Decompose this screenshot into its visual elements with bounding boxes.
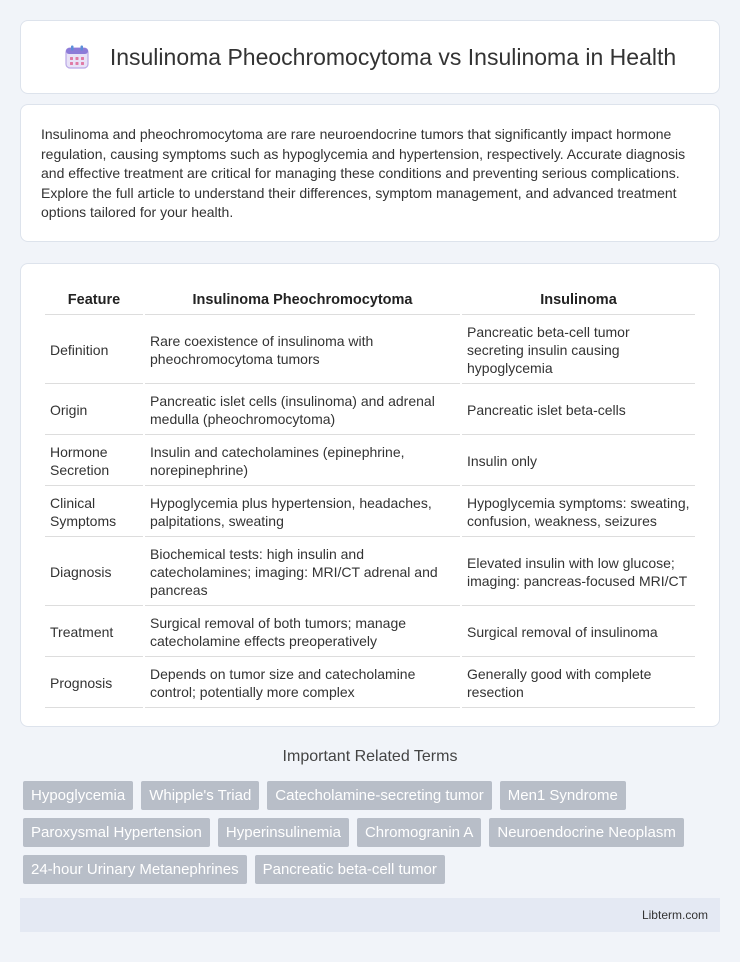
table-row bbox=[45, 608, 695, 657]
insulinoma-cell: Pancreatic beta-cell tumor secreting insulin causing hypoglycemia bbox=[462, 317, 695, 384]
related-terms-section bbox=[20, 748, 720, 892]
footer-link[interactable]: Libterm.com bbox=[641, 908, 708, 922]
table-row bbox=[45, 386, 695, 435]
comparison-table bbox=[43, 284, 697, 710]
insulinoma-pheochromocytoma-cell: Pancreatic islet cells (insulinoma) and adrenal medulla (pheochromocytoma) bbox=[145, 386, 460, 435]
related-term-tag[interactable]: Neuroendocrine Neoplasm bbox=[489, 818, 683, 847]
related-term-tag[interactable]: Chromogranin A bbox=[357, 818, 481, 847]
related-term-tag[interactable]: Pancreatic beta-cell tumor bbox=[255, 855, 445, 884]
insulinoma-pheochromocytoma-cell: Depends on tumor size and catecholamine control; potentially more complex bbox=[145, 659, 460, 708]
table-header-row bbox=[45, 286, 695, 315]
related-term-tag[interactable]: Men1 Syndrome bbox=[500, 781, 626, 810]
related-term-tag[interactable]: Catecholamine-secreting tumor bbox=[267, 781, 491, 810]
feature-cell: Hormone Secretion bbox=[45, 437, 143, 486]
table-row bbox=[45, 437, 695, 486]
feature-cell: Clinical Symptoms bbox=[45, 488, 143, 537]
related-terms-list bbox=[20, 781, 720, 892]
insulinoma-cell: Surgical removal of insulinoma bbox=[462, 608, 695, 657]
header-insulinoma-pheochromocytoma: Insulinoma Pheochromocytoma bbox=[145, 286, 460, 315]
insulinoma-pheochromocytoma-cell: Rare coexistence of insulinoma with pheochromocytoma tumors bbox=[145, 317, 460, 384]
header-feature: Feature bbox=[45, 286, 143, 315]
related-term-tag[interactable]: Paroxysmal Hypertension bbox=[23, 818, 210, 847]
intro-card bbox=[20, 104, 720, 242]
feature-cell: Diagnosis bbox=[45, 539, 143, 606]
table-row bbox=[45, 317, 695, 384]
comparison-card bbox=[20, 263, 720, 727]
feature-cell: Treatment bbox=[45, 608, 143, 657]
insulinoma-pheochromocytoma-cell: Hypoglycemia plus hypertension, headaches, palpitations, sweating bbox=[145, 488, 460, 537]
feature-cell: Prognosis bbox=[45, 659, 143, 708]
footer bbox=[20, 898, 720, 932]
intro-text: Insulinoma and pheochromocytoma are rare neuroendocrine tumors that significantly impact hormone regulation, causing symptoms such as hypoglycemia and hypertension, respectively. Accurate diagnosis and effective treatment are critical for managing these conditions and preventing serious complications. Explore the full article to understand their differences, symptom management, and advanced treatment options tailored for your health. bbox=[41, 126, 686, 220]
insulinoma-pheochromocytoma-cell: Surgical removal of both tumors; manage catecholamine effects preoperatively bbox=[145, 608, 460, 657]
insulinoma-cell: Pancreatic islet beta-cells bbox=[462, 386, 695, 435]
calendar-icon bbox=[64, 44, 90, 70]
related-terms-title: Important Related Terms bbox=[282, 748, 458, 765]
insulinoma-cell: Elevated insulin with low glucose; imaging: pancreas-focused MRI/CT bbox=[462, 539, 695, 606]
insulinoma-cell: Generally good with complete resection bbox=[462, 659, 695, 708]
related-term-tag[interactable]: Hypoglycemia bbox=[23, 781, 133, 810]
insulinoma-cell: Insulin only bbox=[462, 437, 695, 486]
table-row bbox=[45, 488, 695, 537]
feature-cell: Origin bbox=[45, 386, 143, 435]
header-card bbox=[20, 20, 720, 94]
header-insulinoma: Insulinoma bbox=[462, 286, 695, 315]
insulinoma-pheochromocytoma-cell: Biochemical tests: high insulin and catecholamines; imaging: MRI/CT adrenal and pancreas bbox=[145, 539, 460, 606]
table-row bbox=[45, 659, 695, 708]
related-term-tag[interactable]: 24-hour Urinary Metanephrines bbox=[23, 855, 247, 884]
insulinoma-pheochromocytoma-cell: Insulin and catecholamines (epinephrine, norepinephrine) bbox=[145, 437, 460, 486]
insulinoma-cell: Hypoglycemia symptoms: sweating, confusion, weakness, seizures bbox=[462, 488, 695, 537]
table-row bbox=[45, 539, 695, 606]
feature-cell: Definition bbox=[45, 317, 143, 384]
related-term-tag[interactable]: Whipple's Triad bbox=[141, 781, 259, 810]
page-title: Insulinoma Pheochromocytoma vs Insulinoma in Health bbox=[109, 43, 677, 70]
related-term-tag[interactable]: Hyperinsulinemia bbox=[218, 818, 349, 847]
